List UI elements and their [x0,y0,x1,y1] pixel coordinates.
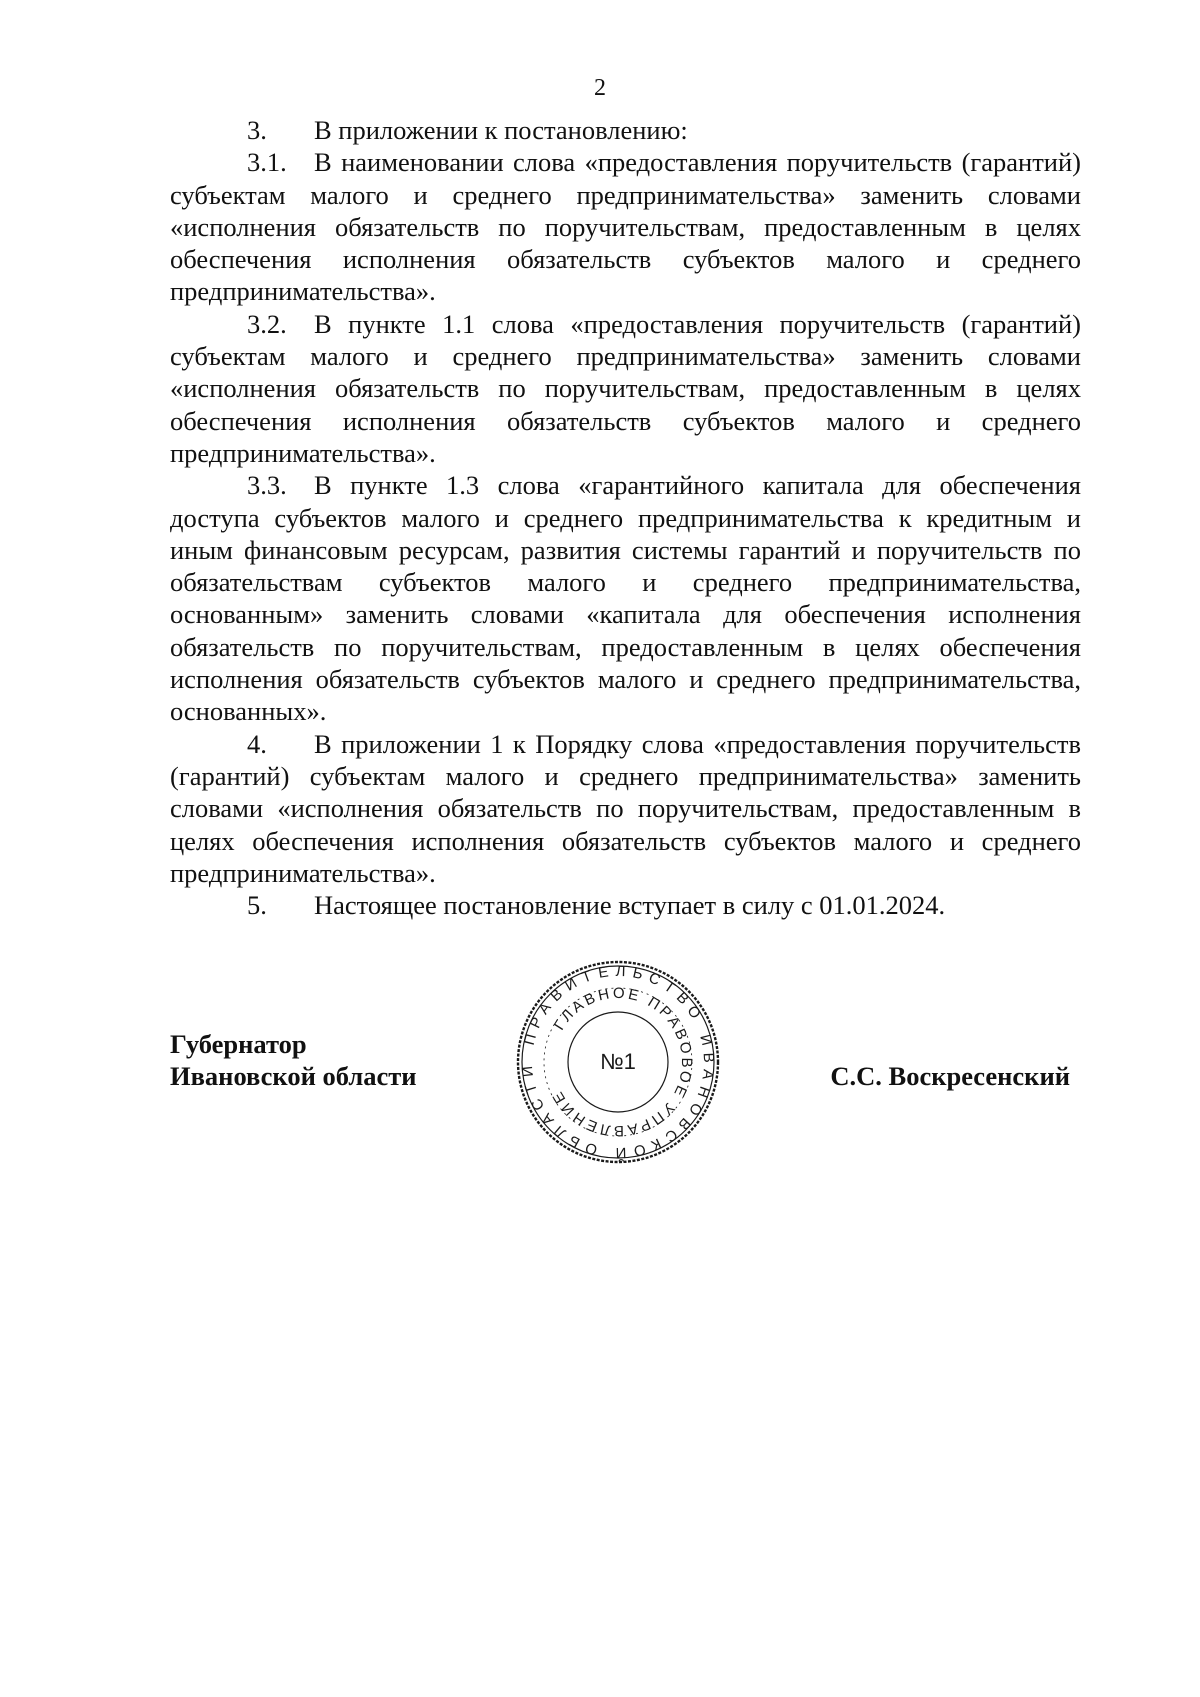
paragraph-number: 3. [247,115,267,145]
paragraph-text: Настоящее постановление вступает в силу с 01.01.2024. [314,890,946,921]
paragraph-text: В приложении 1 к Порядку слова «предоставления поручительств (гарантий) субъектам малого и среднего предпринимательства» заменить словами «исполнения обязательств по поручительствам, предоставленным в целях обеспечения исполнения обязательств субъектов малого и среднего предпринимательства». [170,728,1081,888]
stamp-inner-text-path: ГЛАВНОЕ ПРАВОВОЕ УПРАВЛЕНИЕ [549,984,696,1140]
paragraph-text: В наименовании слова «предоставления поручительств (гарантий) субъектам малого и среднего предпринимательства» заменить словами «исполнения обязательств по поручительствам, предоставленным в целях обеспечения исполнения обязательств субъектов малого и среднего предпринимательства». [170,147,1081,307]
paragraph-text: В пункте 1.1 слова «предоставления поручительств (гарантий) субъектам малого и среднего предпринимательства» заменить словами «исполнения обязательств по поручительствам, предоставленным в целях обеспечения исполнения обязательств субъектов малого и среднего предпринимательства». [170,308,1081,468]
stamp-seal [512,956,724,1168]
paragraph-number: 3.2. [247,308,287,339]
stamp-outer-text-path: ПРАВИТЕЛЬСТВО ИВАНОВСКОЙ ОБЛАСТИ [518,962,718,1162]
paragraph-5 [170,889,1081,921]
signatory-title-line2: Ивановской области [170,1061,417,1092]
paragraph-number: 4. [247,728,267,759]
paragraph-text: В приложении к постановлению: [314,115,688,145]
paragraph-3 [170,114,1081,146]
paragraph-3-1 [170,146,1081,307]
paragraph-3-3 [170,469,1081,727]
official-stamp [512,956,724,1168]
document-body [170,114,1081,921]
signatory-title [170,1028,417,1093]
signatory-name: С.С. Воскресенский [830,1061,1070,1091]
paragraph-number: 3.3. [247,470,287,501]
signature-block [170,962,1081,1222]
paragraph-text: В пункте 1.3 слова «гарантийного капитала для обеспечения доступа субъектов малого и среднего предпринимательства к кредитным и иным финансовым ресурсам, развития системы гарантий и поручительств по обязательствам субъектов малого и среднего предпринимательства, основанным» заменить словами «капитала для обеспечения исполнения обязательств по поручительствам, предоставленным в целях обеспечения исполнения обязательств субъектов малого и среднего предпринимательства, основанных». [170,470,1081,727]
signatory-title-line1: Губернатор [170,1029,307,1059]
paragraph-4 [170,728,1081,889]
paragraph-number: 3.1. [247,147,287,178]
stamp-number: №1 [600,1049,636,1074]
paragraph-3-2 [170,308,1081,469]
paragraph-number: 5. [247,890,267,921]
page-number: 2 [594,75,606,101]
